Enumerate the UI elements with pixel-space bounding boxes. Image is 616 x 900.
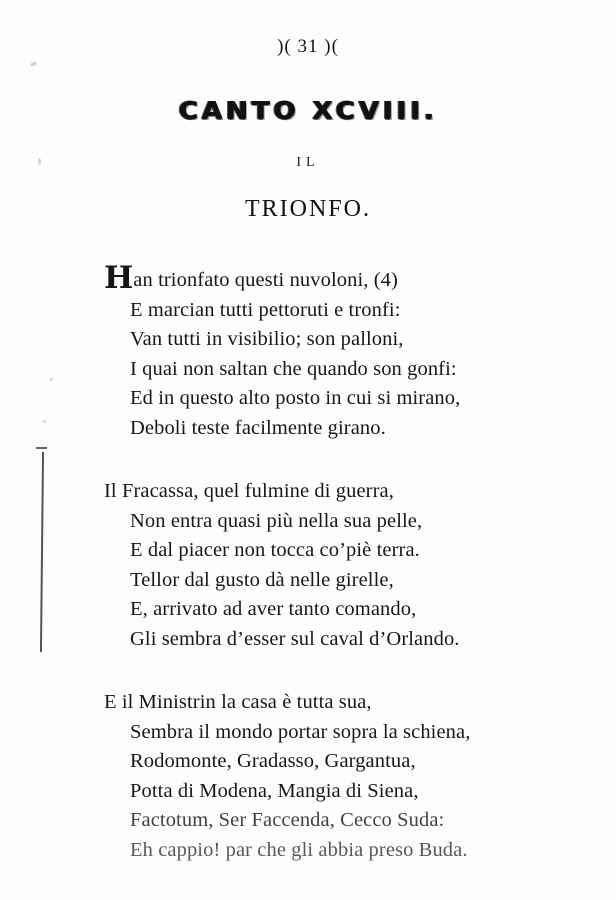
verse-line: E dal piacer non tocca co’piè terra. [130,539,420,561]
paper-speck [50,378,53,381]
poem-body [104,262,544,899]
margin-mark [36,447,47,449]
page-number: 31 [297,36,319,57]
verse-line: Ed in questo alto posto in cui si mirano, [130,387,461,409]
verse-line: Potta di Modena, Mangia di Siena, [130,779,419,802]
verse-text: an trionfato questi nuvoloni, (4) [133,269,398,291]
verse-line: Il Fracassa, quel fulmine di guerra, [104,480,394,502]
subtitle-article: IL [296,155,320,170]
stanza [104,262,544,443]
drop-capital: H [104,260,134,296]
verse-line: I quai non saltan che quando son gonfi: [130,357,457,380]
verse-line: Tellor dal gusto dà nelle girelle, [130,568,394,591]
verse-line: Sembra il mondo portar sopra la schiena, [130,720,471,743]
paper-speck [29,61,37,68]
paper-speck [43,420,46,423]
stanza [104,688,544,865]
stanza [104,477,544,654]
verse-line [104,262,544,296]
verse-line: Gli sembra d’esser sul caval d’Orlando. [130,627,460,650]
verse-line: Deboli teste facilmente girano. [130,416,386,439]
verse-line: E il Ministrin la casa è tutta sua, [104,691,372,713]
verse-line: Rodomonte, Gradasso, Gargantua, [130,750,416,772]
verse-line: Van tutti in visibilio; son palloni, [130,328,404,350]
canto-title: CANTO XCVIII. [178,97,438,125]
page-folio [0,36,616,58]
folio-left-ornament: )( [277,36,292,57]
margin-vertical-line [40,452,44,652]
verse-line: Factotum, Ser Faccenda, Cecco Suda: [130,809,445,831]
verse-line: Non entra quasi più nella sua pelle, [130,509,423,532]
verse-line: E, arrivato ad aver tanto comando, [130,598,417,620]
verse-line: Eh cappio! par che gli abbia preso Buda. [130,838,468,861]
folio-right-ornament: )( [324,36,339,57]
verse-line: E marcian tutti pettoruti e tronfi: [130,298,401,321]
poem-title: TRIONFO. [244,196,371,222]
